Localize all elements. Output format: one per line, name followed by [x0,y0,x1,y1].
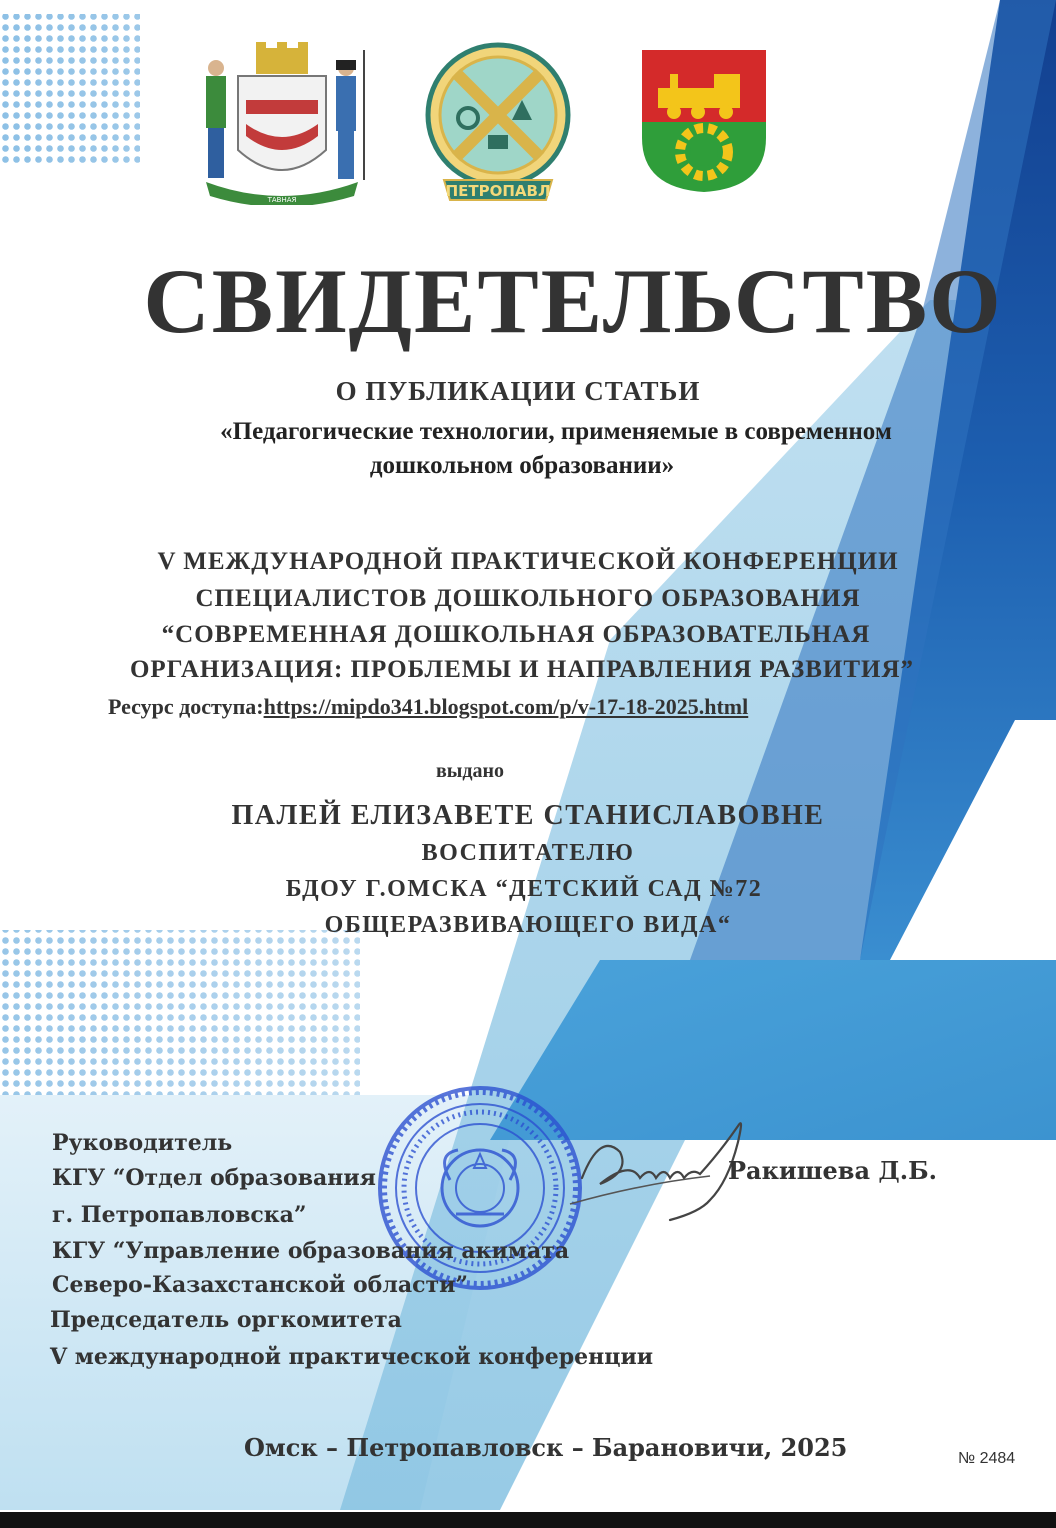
signatory-line7: V международной практической конференции [50,1344,654,1370]
recipient-org-line2: ОБЩЕРАЗВИВАЮЩЕГО ВИДА“ [324,912,732,938]
petropavl-label: ПЕТРОПАВЛ [445,182,551,200]
footer-cities: Омск – Петропавловск – Барановичи, 2025 [244,1433,848,1462]
signatory-line2: КГУ “Отдел образования [52,1165,376,1191]
article-title-line2: дошкольном образовании» [369,452,675,479]
document-number: № 2484 [958,1450,1016,1467]
petropavl-emblem [418,40,578,210]
signatory-line3: г. Петропавловска” [52,1202,307,1228]
signatory-name: Ракишева Д.Б. [728,1156,937,1185]
omsk-coat-of-arms [186,40,376,205]
baranovichi-coat-of-arms [640,48,768,194]
signatory-line4: КГУ “Управление образования акимата [52,1238,570,1264]
certificate-subtitle: О ПУБЛИКАЦИИ СТАТЬИ [335,376,701,406]
resource-label: Ресурс доступа: [108,694,264,719]
bottom-edge [0,1512,1056,1528]
issued-label: выдано [435,760,505,782]
conference-line4: ОРГАНИЗАЦИЯ: ПРОБЛЕМЫ И НАПРАВЛЕНИЯ РАЗВИТИЯ” [129,656,915,683]
recipient-org-line1: БДОУ Г.ОМСКА “ДЕТСКИЙ САД №72 [285,876,763,902]
resource-link[interactable]: https://mipdo341.blogspot.com/p/v-17-18-2025.html [263,694,749,719]
conference-line1: V МЕЖДУНАРОДНОЙ ПРАКТИЧЕСКОЙ КОНФЕРЕНЦИИ [157,548,899,575]
signatory-line1: Руководитель [52,1130,233,1156]
conference-line3: “СОВРЕМЕННАЯ ДОШКОЛЬНАЯ ОБРАЗОВАТЕЛЬНАЯ [161,621,871,648]
recipient-position: ВОСПИТАТЕЛЮ [421,840,635,866]
conference-line2: СПЕЦИАЛИСТОВ ДОШКОЛЬНОГО ОБРАЗОВАНИЯ [195,585,861,612]
signatory-line5: Северо-Казахстанской области” [52,1272,469,1298]
omsk-crest-motto: ТАВНАЯ [267,196,297,204]
resource-line [108,694,748,720]
certificate-title: СВИДЕТЕЛЬСТВО [143,250,1003,352]
article-title-line1: «Педагогические технологии, применяемые в современном [220,418,892,445]
recipient-name: ПАЛЕЙ ЕЛИЗАВЕТЕ СТАНИСЛАВОВНЕ [231,800,825,831]
signatory-line6: Председатель оргкомитета [50,1307,402,1333]
